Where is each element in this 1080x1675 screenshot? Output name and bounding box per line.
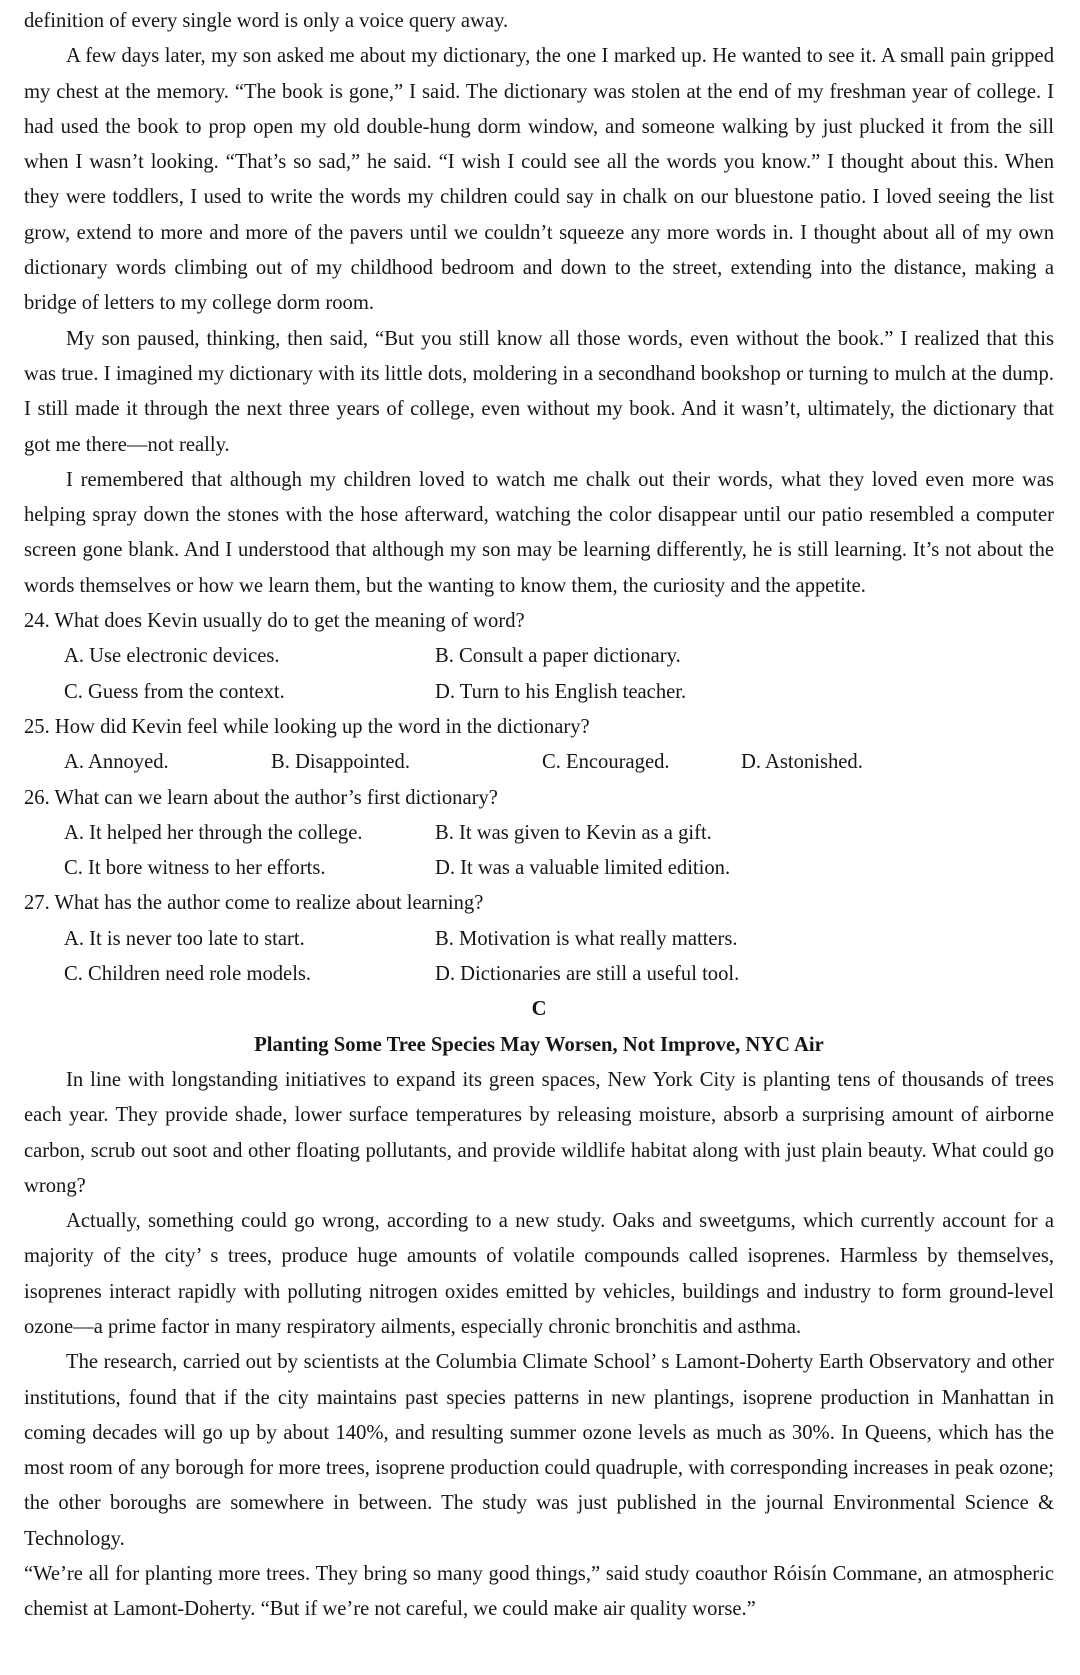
passage-b-paragraph: I remembered that although my children loved to watch me chalk out their words, what they loved even more was helping spray down the stones with the hose afterward, watching the color disappear until our patio resembled a computer screen gone blank. And I understood that although my son may be learning differently, he is still learning. It’s not about the words themselves or how we learn them, but the wanting to know them, the curiosity and the appetite. — [24, 468, 1054, 597]
option-b: B. Disappointed. — [271, 751, 410, 774]
option-d: D. Dictionaries are still a useful tool. — [435, 963, 740, 986]
question-stem: 25. How did Kevin feel while looking up the word in the dictionary? — [24, 715, 590, 738]
question-26 — [24, 781, 1054, 887]
passage-c-paragraph: The research, carried out by scientists at the Columbia Climate School’ s Lamont-Doherty Earth Observatory and other institutions, found that if the city maintains past species patterns in new plantings, isoprene production in Manhattan in coming decades will go up by about 140%, and resulting summer ozone levels as much as 30%. In Queens, which has the most room of any borough for more trees, isoprene production could quadruple, with corresponding increases in peak ozone; the other boroughs are somewhere in between. The study was just published in the journal Environmental Science & Technology. — [24, 1351, 1054, 1550]
option-b: B. It was given to Kevin as a gift. — [435, 821, 712, 844]
passage-c-paragraph: Actually, something could go wrong, according to a new study. Oaks and sweetgums, which currently account for a majority of the city’ s trees, produce huge amounts of volatile compounds called isoprenes. Harmless by themselves, isoprenes interact rapidly with polluting nitrogen oxides emitted by vehicles, buildings and industry to form ground-level ozone—a prime factor in many respiratory ailments, especially chronic bronchitis and asthma. — [24, 1210, 1054, 1338]
option-b: B. Consult a paper dictionary. — [435, 645, 681, 668]
passage-b-paragraph: A few days later, my son asked me about my dictionary, the one I marked up. He wanted to see it. A small pain gripped my chest at the memory. “The book is gone,” I said. The dictionary was stolen at the end of my freshman year of college. I had used the book to prop open my old double-hung dorm window, and someone walking by just plucked it from the sill when I wasn’t looking. “That’s so sad,” he said. “I wish I could see all the words you know.” I thought about this. When they were toddlers, I used to write the words my children could say in chalk on our bluestone patio. I loved seeing the list grow, extend to more and more of the pavers until we couldn’t squeeze any more words in. I thought about all of my own dictionary words climbing out of my childhood bedroom and down to the street, extending into the distance, making a bridge of letters to my college dorm room. — [24, 45, 1054, 315]
option-d: D. It was a valuable limited edition. — [435, 857, 731, 880]
passage-b-paragraph: My son paused, thinking, then said, “But you still know all those words, even without the book.” I realized that this was true. I imagined my dictionary with its little dots, moldering in a secondhand bookshop or turning to mulch at the dump. I still made it through the next three years of college, even without my book. And it wasn’t, ultimately, the dictionary that got me there—not really. — [24, 327, 1054, 456]
option-c: C. Encouraged. — [542, 751, 670, 774]
passage-b-paragraph: definition of every single word is only a voice query away. — [24, 10, 509, 32]
option-a: A. Annoyed. — [64, 751, 169, 774]
question-stem: 27. What has the author come to realize about learning? — [24, 892, 484, 915]
option-d: D. Turn to his English teacher. — [435, 680, 687, 703]
option-b: B. Motivation is what really matters. — [435, 927, 738, 950]
option-d: D. Astonished. — [741, 751, 863, 774]
option-c: C. Children need role models. — [64, 963, 312, 986]
option-a: A. It is never too late to start. — [64, 927, 305, 950]
option-a: A. Use electronic devices. — [64, 645, 280, 668]
question-stem: 26. What can we learn about the author’s first dictionary? — [24, 786, 498, 809]
question-27 — [24, 886, 1054, 992]
passage-c-paragraph: “We’re all for planting more trees. They bring so many good things,” said study coauthor Róisín Commane, an atmospheric chemist at Lamont-Doherty. “But if we’re not careful, we could make air quality worse.” — [24, 1563, 1054, 1621]
option-a: A. It helped her through the college. — [64, 821, 363, 844]
option-c: C. It bore witness to her efforts. — [64, 857, 326, 880]
article-title: Planting Some Tree Species May Worsen, Not Improve, NYC Air — [254, 1033, 824, 1056]
question-24 — [24, 604, 1054, 710]
section-letter: C — [531, 998, 547, 1021]
passage-c-paragraph: In line with longstanding initiatives to expand its green spaces, New York City is planting tens of thousands of trees each year. They provide shade, lower surface temperatures by releasing moisture, absorb a surprising amount of airborne carbon, scrub out soot and other floating pollutants, and provide wildlife habitat along with just plain beauty. What could go wrong? — [24, 1068, 1054, 1197]
option-c: C. Guess from the context. — [64, 680, 285, 703]
question-25 — [24, 710, 1054, 781]
question-stem: 24. What does Kevin usually do to get the meaning of word? — [24, 610, 525, 633]
